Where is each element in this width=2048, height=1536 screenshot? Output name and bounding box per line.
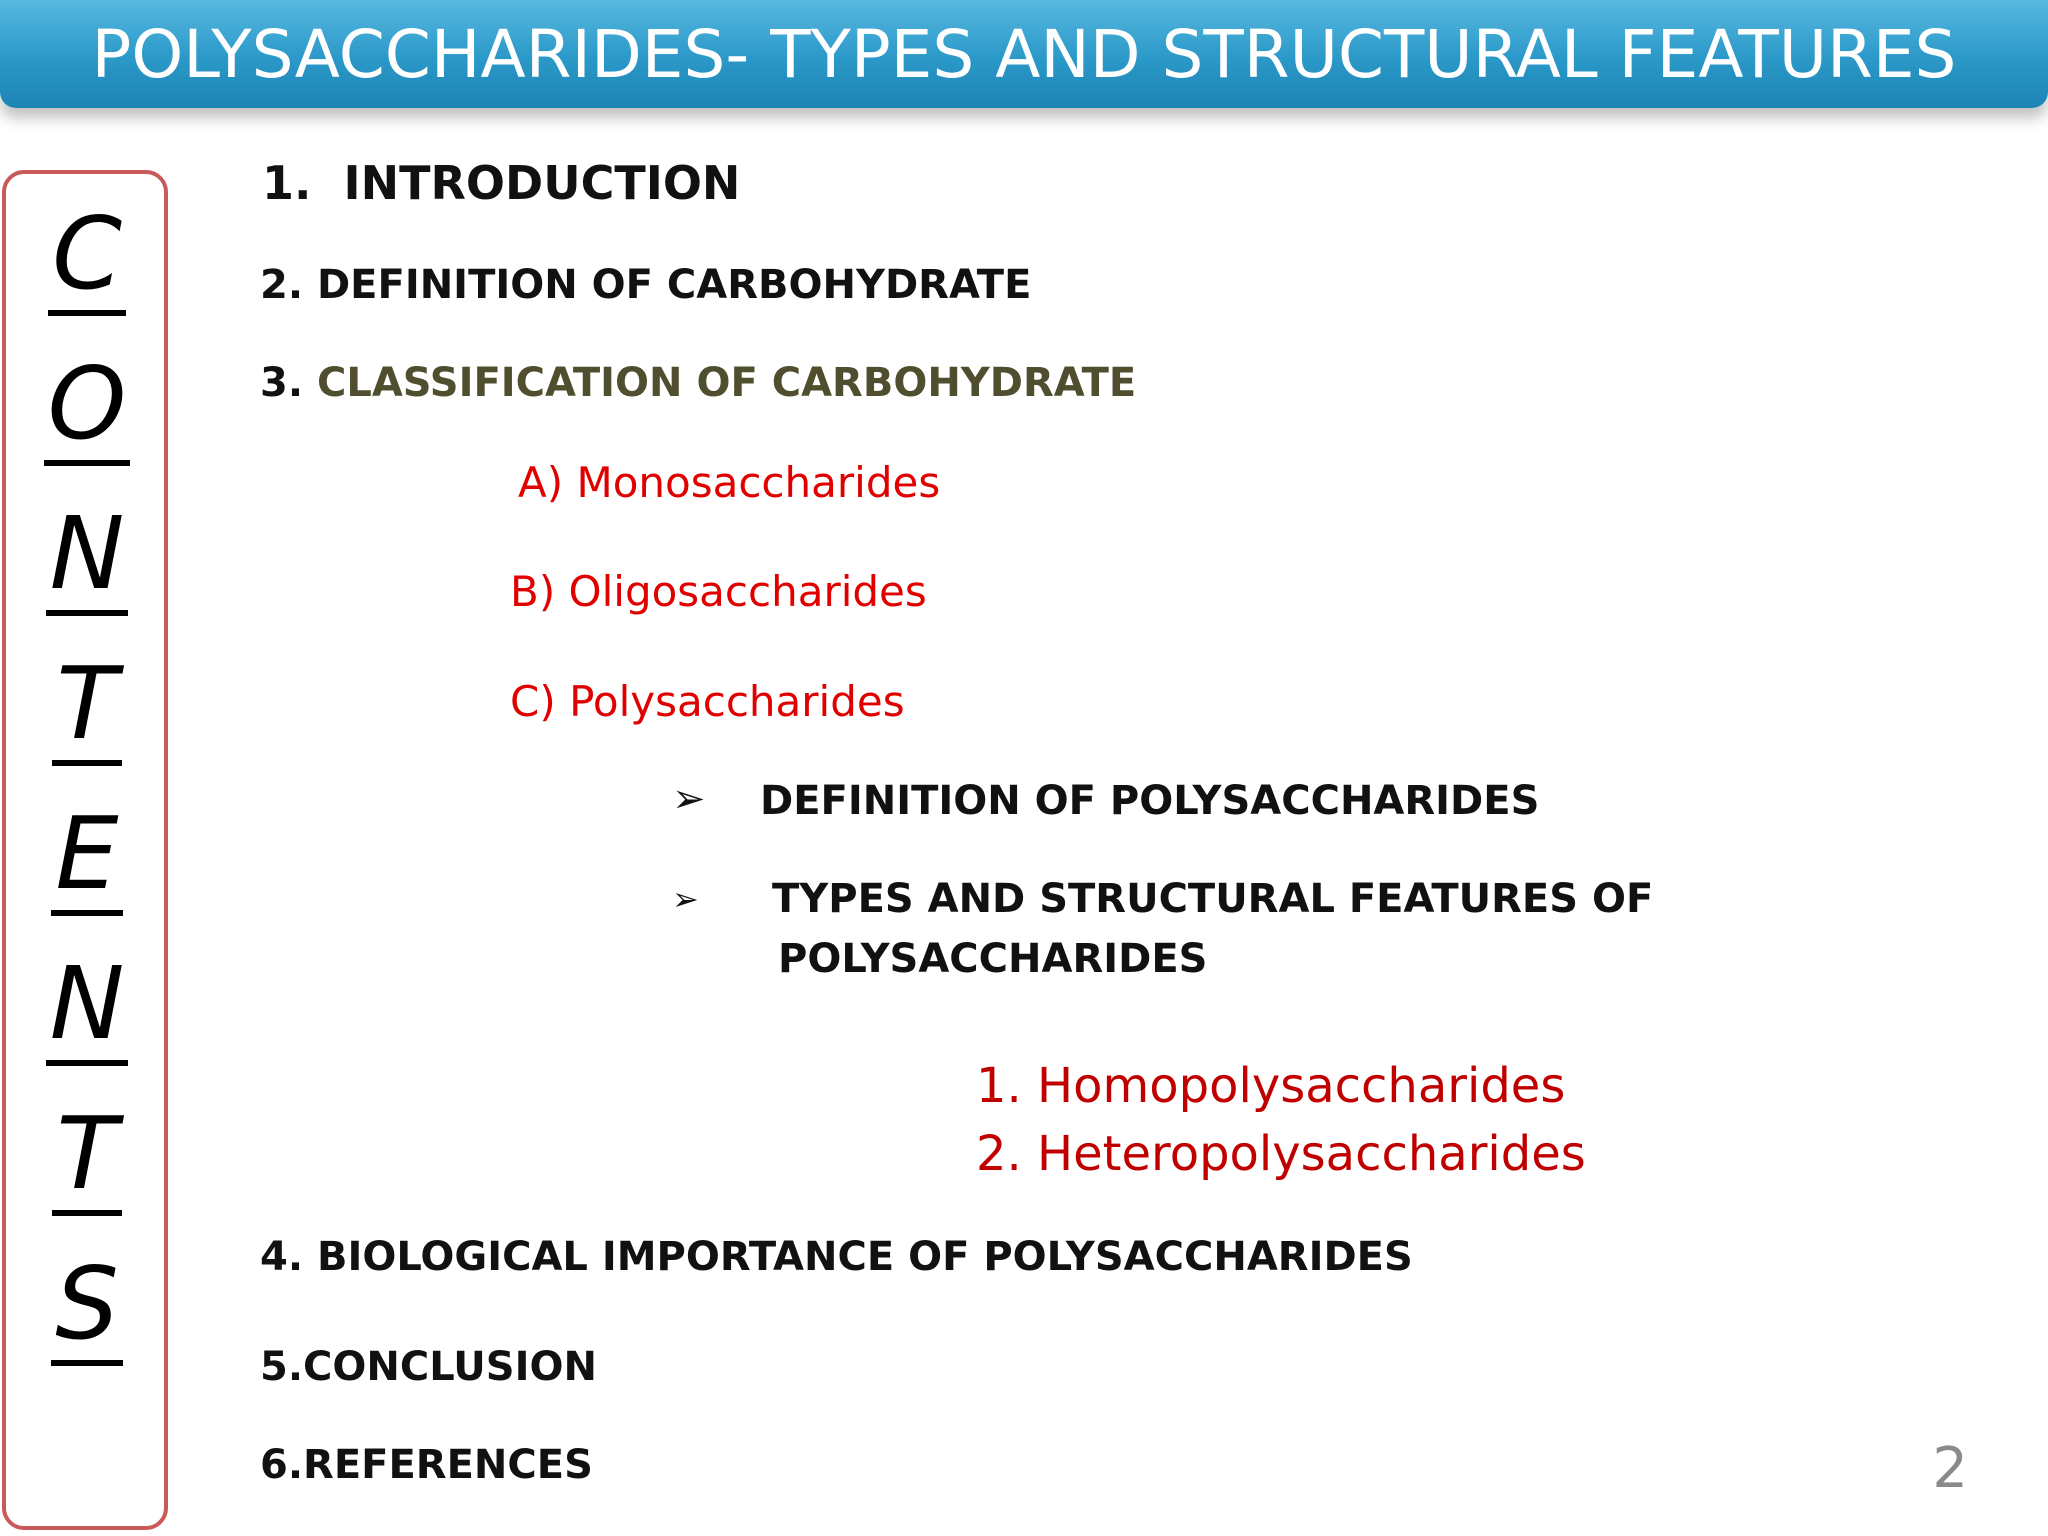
item-label: INTRODUCTION <box>343 156 741 210</box>
contents-item-definition-carbohydrate <box>260 262 1031 308</box>
item-label: DEFINITION OF CARBOHYDRATE <box>316 262 1032 308</box>
title-bar <box>0 0 2048 108</box>
page-number: 2 <box>1932 1436 1968 1501</box>
side-letter-s: S <box>6 1254 168 1366</box>
bullet-types-structural-line1: TYPES AND STRUCTURAL FEATURES OF <box>772 876 1654 922</box>
side-letter-t: T <box>6 654 168 766</box>
slide-title: POLYSACCHARIDES- TYPES AND STRUCTURAL FEATURES <box>91 15 1957 93</box>
side-letter-e: E <box>6 804 168 916</box>
arrow-bullet-icon: ➢ <box>672 777 706 821</box>
arrow-bullet-icon: ➢ <box>672 881 699 917</box>
bullet-types-structural-line2: POLYSACCHARIDES <box>778 936 1208 982</box>
side-letter-n2: N <box>6 954 168 1066</box>
item-number: 1. <box>262 156 312 210</box>
side-letter-t2: T <box>6 1104 168 1216</box>
contents-item-classification <box>260 360 1136 406</box>
item-number: 3. <box>260 360 304 406</box>
type-heteropolysaccharides: 2. Heteropolysaccharides <box>976 1126 1586 1182</box>
contents-item-references: 6.REFERENCES <box>260 1442 593 1488</box>
bullet-definition-polysaccharides: DEFINITION OF POLYSACCHARIDES <box>760 778 1540 824</box>
side-letter-n: N <box>6 504 168 616</box>
type-homopolysaccharides: 1. Homopolysaccharides <box>976 1058 1566 1114</box>
side-letter-o: O <box>6 354 168 466</box>
item-number: 2. <box>260 262 304 308</box>
contents-side-label <box>2 170 168 1530</box>
side-letter-c: C <box>6 204 168 316</box>
contents-item-conclusion: 5.CONCLUSION <box>260 1344 597 1390</box>
sub-item-oligosaccharides: B) Oligosaccharides <box>510 567 927 616</box>
sub-item-polysaccharides: C) Polysaccharides <box>510 677 905 726</box>
item-label: CLASSIFICATION OF CARBOHYDRATE <box>316 360 1137 406</box>
contents-item-biological-importance: 4. BIOLOGICAL IMPORTANCE OF POLYSACCHARIDES <box>260 1234 1413 1280</box>
contents-item-introduction <box>262 156 740 210</box>
sub-item-monosaccharides: A) Monosaccharides <box>518 458 941 507</box>
